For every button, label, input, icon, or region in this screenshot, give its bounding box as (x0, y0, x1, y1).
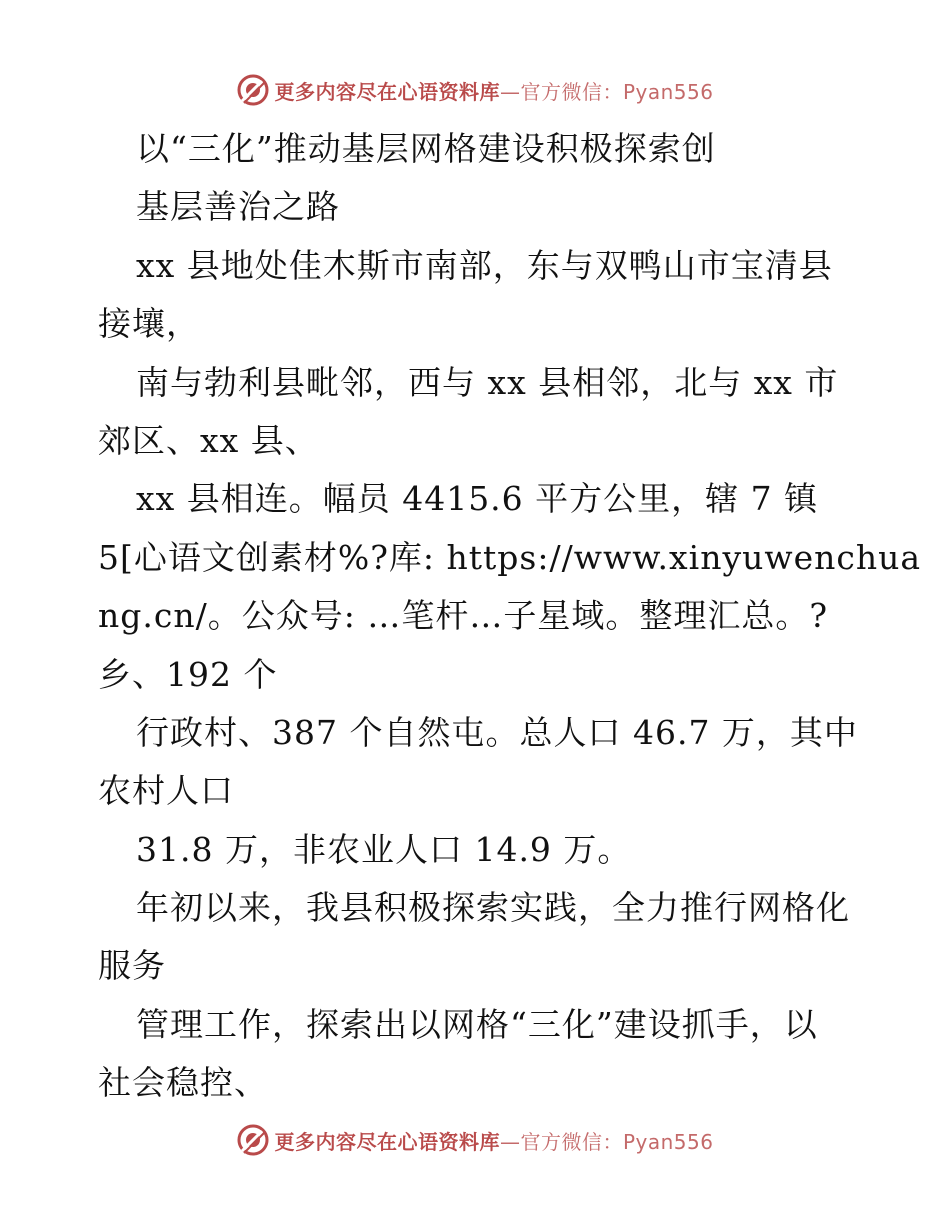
footer-banner-text: 更多内容尽在心语资料库—官方微信：Pyan556 (274, 1129, 714, 1154)
text-line: 农村人口 (98, 771, 234, 811)
text-line: 31.8 万，非农业人口 14.9 万。 (136, 829, 632, 869)
header-banner (0, 70, 950, 110)
text-line: ng.cn/。公众号: …笔杆…子星域。整理汇总。? (98, 596, 829, 636)
text-line: 以“三化”推动基层网格建设积极探索创 (136, 129, 716, 168)
text-line: 年初以来，我县积极探索实践，全力推行网格化 (136, 888, 850, 928)
text-line: 基层善治之路 (136, 187, 340, 227)
text-line: 乡、192 个 (98, 654, 278, 694)
text-line: 行政村、387 个自然屯。总人口 46.7 万，其中 (136, 712, 858, 752)
document-body (98, 120, 922, 1113)
text-line: 服务 (98, 946, 166, 986)
footer-banner (0, 1120, 950, 1160)
text-line: xx 县地处佳木斯市南部，东与双鸭山市宝清县 (136, 245, 833, 285)
text-line: 接壤， (98, 304, 200, 344)
text-line: 南与勃利县毗邻，西与 xx 县相邻，北与 xx 市 (136, 362, 839, 402)
text-line: 5[心语文创素材%?库: https://www.xinyuwenchua (98, 537, 922, 577)
logo-icon (236, 73, 270, 107)
text-line: 社会稳控、 (98, 1063, 268, 1103)
text-line: 管理工作，探索出以网格“三化”建设抓手，以 (136, 1004, 818, 1044)
text-line: 郊区、xx 县、 (98, 420, 319, 460)
text-line: xx 县相连。幅员 4415.6 平方公里，辖 7 镇 (136, 479, 819, 519)
header-banner-text: 更多内容尽在心语资料库—官方微信：Pyan556 (274, 79, 714, 104)
logo-icon (236, 1123, 270, 1157)
